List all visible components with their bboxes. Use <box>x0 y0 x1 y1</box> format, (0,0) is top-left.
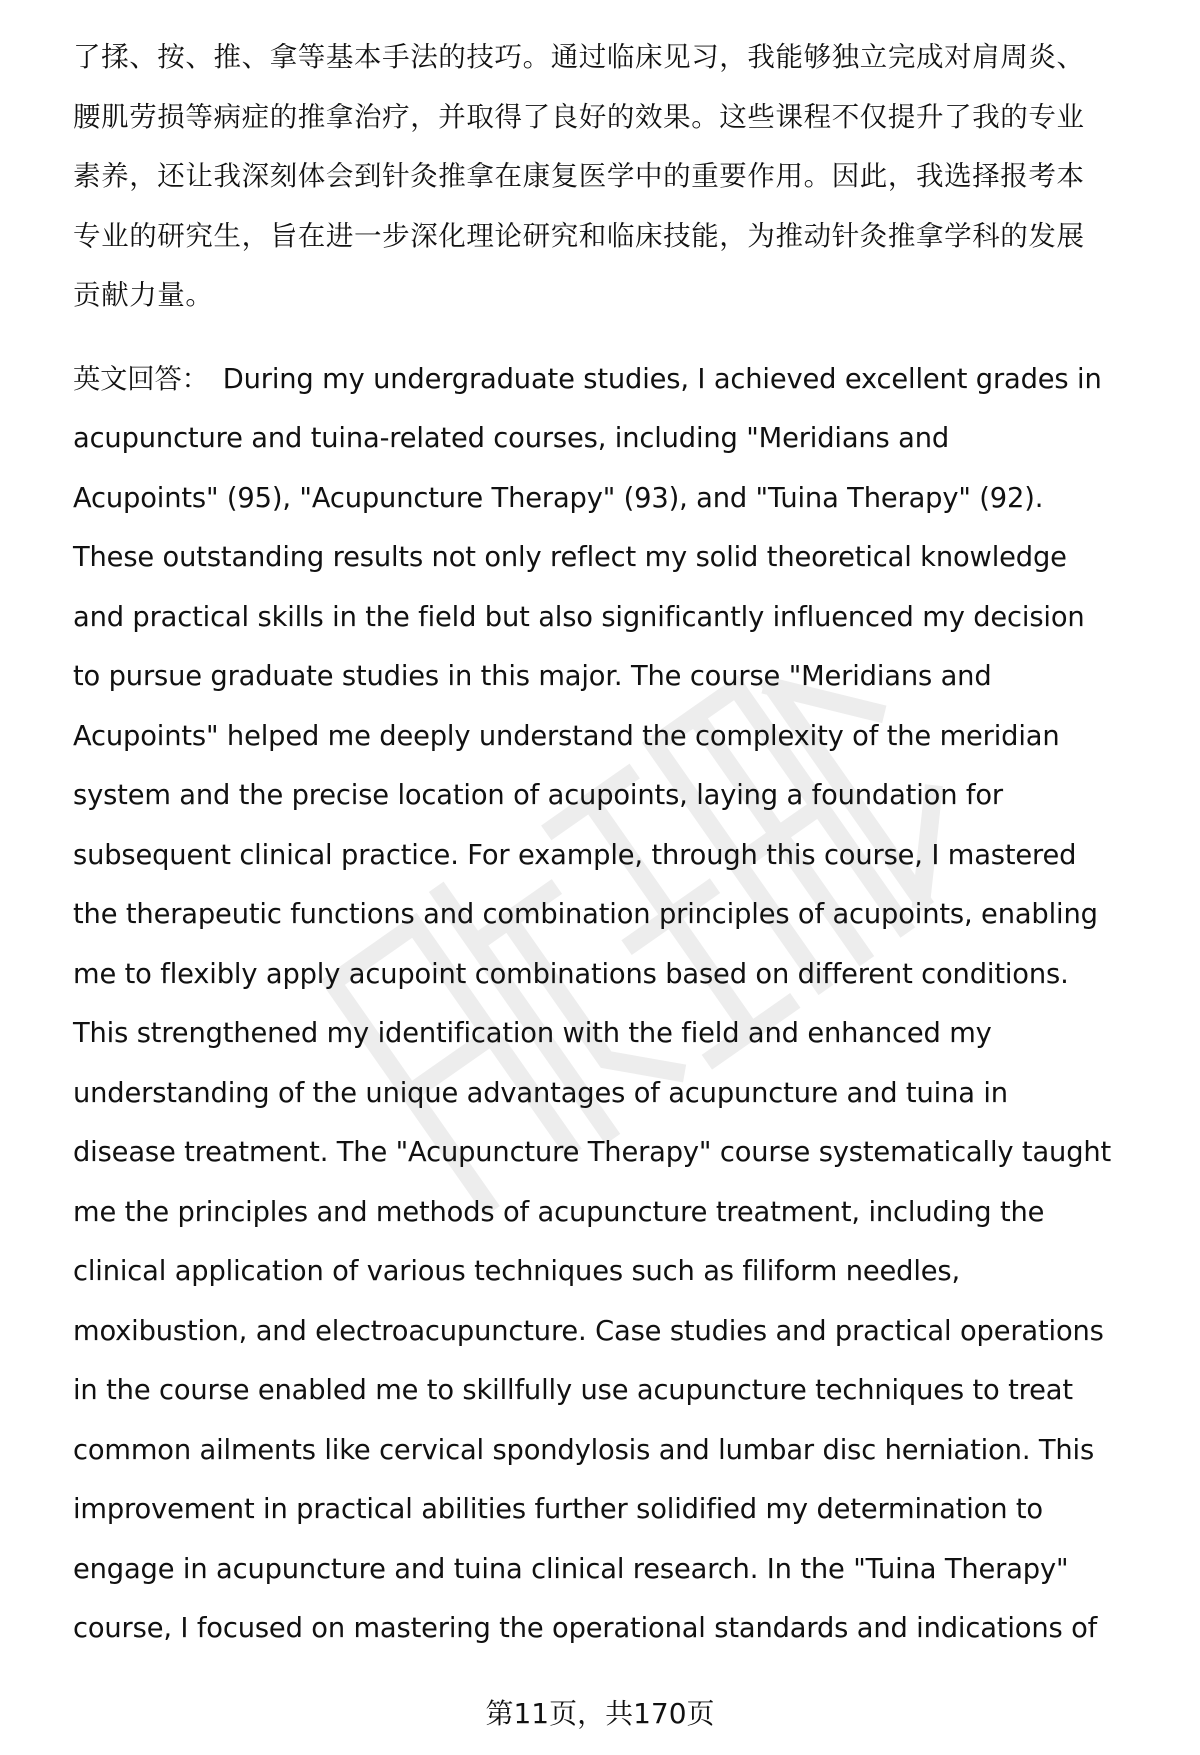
text-line: engage in acupuncture and tuina clinical research. In the "Tuina Therapy" <box>73 1553 1069 1585</box>
text-line: Acupoints" helped me deeply understand the complexity of the meridian <box>73 720 1060 752</box>
text-line: 专业的研究生，旨在进一步深化理论研究和临床技能，为推动针灸推拿学科的发展 <box>73 219 1085 252</box>
text-line: me to flexibly apply acupoint combinations based on different conditions. <box>73 958 1069 990</box>
chinese-paragraph <box>73 28 1153 326</box>
text-line: and practical skills in the field but also significantly influenced my decision <box>73 601 1085 633</box>
document-body <box>73 28 1153 1659</box>
text-line: clinical application of various techniques such as filiform needles, <box>73 1256 960 1287</box>
text-line: disease treatment. The "Acupuncture Therapy" course systematically taught <box>73 1137 1112 1168</box>
text-line: common ailments like cervical spondylosis and lumbar disc herniation. This <box>73 1434 1095 1466</box>
answer-label: 英文回答： <box>73 363 209 395</box>
text-line: This strengthened my identification with the field and enhanced my <box>73 1018 992 1049</box>
text-line: 腰肌劳损等病症的推拿治疗，并取得了良好的效果。这些课程不仅提升了我的专业 <box>73 100 1085 133</box>
text-line: Acupoints" (95), "Acupuncture Therapy" (93), and "Tuina Therapy" (92). <box>73 482 1044 514</box>
text-line: course, I focused on mastering the operational standards and indications of <box>73 1613 1098 1644</box>
first-line-text: During my undergraduate studies, I achieved excellent grades in <box>222 363 1102 395</box>
text-line: improvement in practical abilities further solidified my determination to <box>73 1494 1043 1525</box>
page-number-footer: 第11页，共170页 <box>485 1697 715 1730</box>
text-line: me the principles and methods of acupuncture treatment, including the <box>73 1196 1045 1228</box>
text-line <box>73 350 1153 410</box>
text-line: moxibustion, and electroacupuncture. Case studies and practical operations <box>73 1315 1104 1347</box>
text-line: 了揉、按、推、拿等基本手法的技巧。通过临床见习，我能够独立完成对肩周炎、 <box>73 41 1085 73</box>
text-line: 素养，还让我深刻体会到针灸推拿在康复医学中的重要作用。因此，我选择报考本 <box>73 160 1085 192</box>
text-line: understanding of the unique advantages of acupuncture and tuina in <box>73 1077 1008 1109</box>
text-line: subsequent clinical practice. For example, through this course, I mastered <box>73 839 1077 871</box>
text-line: the therapeutic functions and combination principles of acupoints, enabling <box>73 899 1098 930</box>
text-line: to pursue graduate studies in this major. The course "Meridians and <box>73 661 992 692</box>
paragraph-spacer <box>73 326 1153 350</box>
text-line: These outstanding results not only reflect my solid theoretical knowledge <box>73 542 1067 573</box>
text-line: acupuncture and tuina-related courses, including "Meridians and <box>73 423 950 454</box>
text-line: in the course enabled me to skillfully use acupuncture techniques to treat <box>73 1375 1073 1406</box>
text-line: 贡献力量。 <box>73 279 214 311</box>
text-line: system and the precise location of acupoints, laying a foundation for <box>73 780 1003 811</box>
english-paragraph <box>73 350 1153 1659</box>
